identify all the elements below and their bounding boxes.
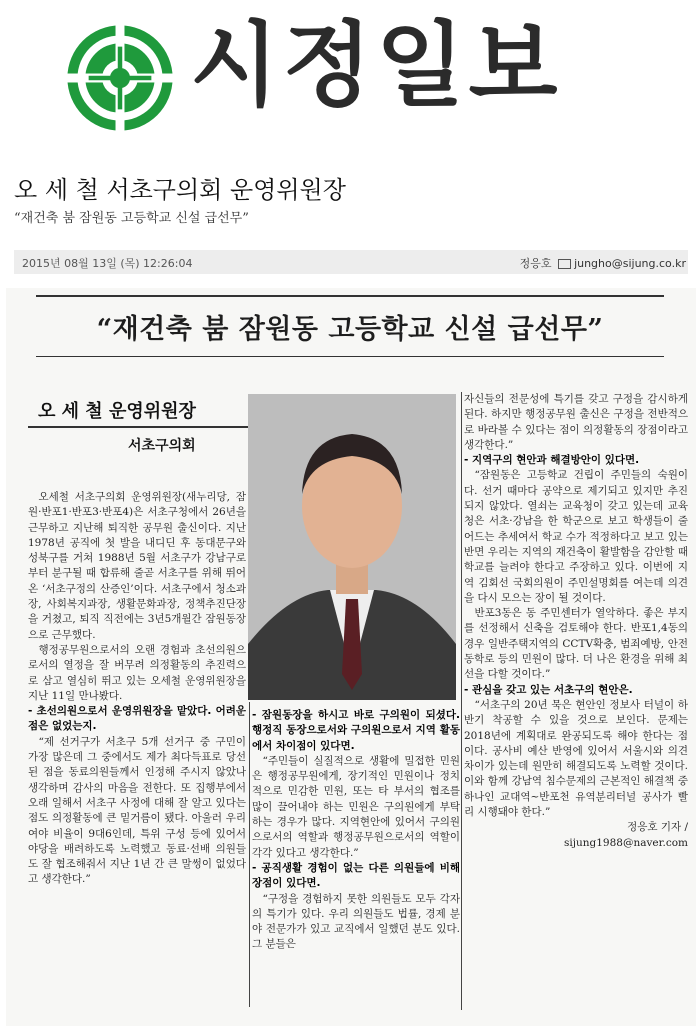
mail-icon bbox=[558, 259, 571, 269]
interview-question: - 관심을 갖고 있는 서초구의 현안은. bbox=[464, 683, 633, 696]
paragraph: 오세철 서초구의회 운영위원장(새누리당, 잠원·반포1·반포3·반포4)은 서초구청에서 26년을 근무하고 지난해 퇴직한 공무원 출신이다. 지난 1978년 공직에 첫 발을 내디딘 후 동대문구와 성북구를 거쳐 1988년 5월 서초구가 강남구로부터 분구될 때 합류해 줄곧 서초구를 위해 뛰어온 ‘서초구정의 산증인’이다. 서초구에서 청소과장, 사회복지과장, 생활문화과장, 정책추진단장을 거쳤고, 퇴직 직전에는 3년5개월간 잠원동장으로 근무했다. bbox=[28, 491, 246, 641]
paragraph: 행정공무원으로서의 오랜 경험과 초선의원으로서의 열정을 잘 버무려 의정활동의 추진력으로 삼고 열심히 뛰고 있는 오세철 운영위원장을 지난 11일 만나봤다. bbox=[28, 643, 246, 702]
paragraph: 자신들의 전문성에 특기를 갖고 구정을 감시하게 된다. 하지만 행정공무원 출신은 구정을 전반적으로 바라볼 수 있다는 점이 의정활동의 장점이라고 생각한다.” bbox=[464, 393, 688, 451]
column-divider bbox=[249, 702, 250, 1007]
page-title: 오 세 철 서초구의회 운영위원장 bbox=[14, 176, 346, 204]
paragraph: “주민들이 실질적으로 생활에 밀접한 민원은 행정공무원에게, 장기적인 민원이나 정치적으로 민감한 민원, 또는 타 부서의 협조를 많이 끌어내야 하는 민원은 구의원에게 부탁하는 경우가 많다. 지역현안에 있어서 구의원으로서의 역할과 행정공무원으로서의 역할이 각각 있다고 생각한다.” bbox=[252, 754, 460, 859]
seal-emblem-icon bbox=[64, 22, 176, 134]
reporter-signature: sijung1988@naver.com bbox=[563, 836, 688, 849]
author-email-link[interactable]: jungho@sijung.co.kr bbox=[574, 257, 686, 270]
interview-question: - 잠원동장을 하시고 바로 구의원이 되셨다. 행정직 동장으로서와 구의원으로서 지역 활동에서 차이점이 있다면. bbox=[252, 709, 460, 752]
masthead-logo-text: 시정일보 bbox=[190, 12, 562, 119]
article-column-1 bbox=[28, 490, 246, 888]
interview-question: - 지역구의 현안과 해결방안이 있다면. bbox=[464, 454, 640, 467]
article-big-title: “재건축 붐 잠원동 고등학교 신설 급선무” bbox=[96, 314, 604, 345]
author-name: 정응호 bbox=[519, 257, 552, 270]
interview-question: - 초선의원으로서 운영위원장을 맡았다. 어려운 점은 없었는지. bbox=[28, 705, 246, 733]
page-subtitle: “재건축 붐 잠원동 고등학교 신설 급선무” bbox=[14, 211, 249, 226]
interview-question: - 공직생활 경험이 없는 다른 의원들에 비해 장점이 있다면. bbox=[252, 861, 460, 890]
byline bbox=[520, 255, 686, 271]
article-column-2 bbox=[252, 708, 460, 953]
paragraph: “서초구의 20년 묵은 현안인 정보사 터널이 하반기 착공할 수 있을 것으로 보인다. 문제는 2018년에 계획대로 완공되도록 해야 한다는 점이다. 공사비 예산 반영에 있어서 서울시와 의견 차이가 있는데 원만히 해결되도록 노력할 것이다. 이와 함께 강남역 침수문제의 근본적인 해결책 중 하나인 교대역~반포천 유역분리터널 공사가 빨리 시행돼야 한다.” bbox=[464, 698, 688, 819]
paragraph: “제 선거구가 서초구 5개 선거구 중 구민이 가장 많은데 그 중에서도 제가 최다득표로 당선된 점을 동료의원들께서 인정해 주시지 않았나 생각하며 감사의 마음을 전한다. 또 집행부에서 오래 일해서 서초구 사정에 대해 잘 알고 있다는 점도 의정활동에 큰 밑거름이 됐다. 아울러 우리 여야 비율이 9대6인데, 특위 구성 등에 있어서 야당을 배려하도록 노력했고 동료·선배 의원들도 잘 협조해줘서 지난 1년 간 큰 말썽이 없었다고 생각한다.” bbox=[28, 735, 246, 886]
rule-top bbox=[36, 295, 664, 297]
article-column-3 bbox=[464, 392, 688, 851]
column-divider bbox=[461, 392, 462, 1010]
title-rule bbox=[36, 356, 664, 357]
paragraph: 반포3동은 동 주민센터가 열악하다. 좋은 부지를 선정해서 신축을 검토해야 한다. 반포1,4동의 경우 일반주택지역의 CCTV확충, 범죄예방, 안전동학로 등의 민원이 많다. 더 나은 환경을 위해 최선을 다할 것이다.” bbox=[464, 607, 688, 681]
interviewee-affiliation: 서초구의회 bbox=[128, 438, 196, 454]
portrait-photo bbox=[248, 394, 456, 700]
interviewee-name: 오 세 철 운영위원장 bbox=[38, 401, 196, 422]
reporter-signature: 정응호 기자 / bbox=[627, 821, 688, 834]
publish-date: 2015년 08월 13일 (목) 12:26:04 bbox=[22, 257, 193, 270]
name-rule bbox=[28, 426, 248, 428]
paragraph: “구정을 경험하지 못한 의원들도 모두 각자의 특기가 있다. 우리 의원들도 법률, 경제 분야 전문가가 있고 교직에서 일했던 분도 있다. 그 분들은 bbox=[252, 892, 460, 951]
paragraph: “잠원동은 고등학교 건립이 주민들의 숙원이다. 선거 때마다 공약으로 제기되고 있지만 추진되지 않았다. 열쇠는 교육청이 갖고 있는데 교육청은 서초·강남을 한 학군으로 보고 학생들이 줄어드는 추세여서 학교 수가 적정하다고 보고 있는 반면 우리는 지역의 재건축이 활발함을 감안할 때 학교를 늘려야 한다고 주장하고 있다. 이번에 지역 김회선 국회의원이 주민설명회를 여는데 의견을 다시 모으는 장이 될 것이다. bbox=[464, 469, 688, 604]
